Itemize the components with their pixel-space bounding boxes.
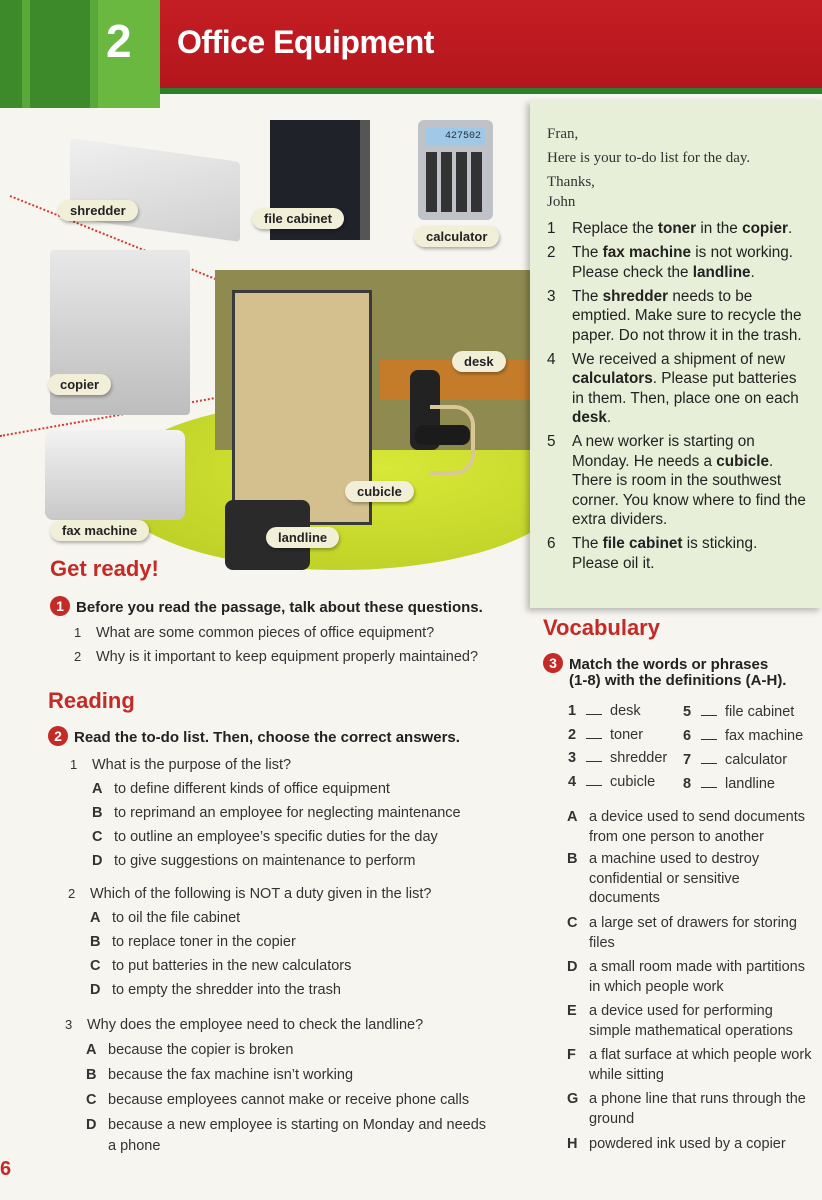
answer-option[interactable]: A to oil the file cabinet (90, 910, 241, 926)
get-ready-heading: Get ready! (50, 556, 159, 581)
definition: B a machine used to destroy confidential or sensitive documents (567, 851, 760, 906)
match-word[interactable]: 6 fax machine (683, 728, 804, 744)
todo-item-number: 5 (547, 433, 556, 450)
todo-item (547, 219, 806, 239)
label-landline: landline (266, 527, 339, 548)
match-word[interactable]: 2 toner (568, 727, 644, 743)
calculator-image (418, 120, 493, 220)
definition: H powdered ink used by a copier (567, 1136, 786, 1152)
vocabulary-instruction-line2: (1-8) with the definitions (A-H). (569, 672, 787, 689)
definition: C a large set of drawers for storing files (567, 915, 797, 951)
answer-option[interactable]: D to give suggestions on maintenance to perform (92, 853, 416, 869)
todo-text: . (606, 409, 612, 426)
definition: D a small room made with partitions in which people work (567, 959, 805, 995)
todo-keyword: landline (692, 263, 751, 281)
reading-instruction: 2 Read the to-do list. Then, choose the correct answers. (48, 726, 460, 746)
label-shredder: shredder (58, 200, 138, 221)
todo-item (547, 432, 806, 530)
match-word[interactable]: 7 calculator (683, 752, 788, 768)
match-word[interactable]: 5 file cabinet (683, 704, 795, 720)
label-fax-machine: fax machine (50, 520, 149, 541)
todo-item-number: 4 (547, 350, 556, 368)
answer-option[interactable]: C because employees cannot make or receive phone calls (86, 1092, 470, 1108)
get-ready-question: 2 Why is it important to keep equipment properly maintained? (74, 649, 479, 665)
todo-keyword: cubicle (716, 452, 769, 470)
answer-option[interactable]: D to empty the shredder into the trash (90, 982, 341, 998)
header-rule (160, 88, 822, 94)
todo-keyword: copier (742, 220, 788, 237)
label-copier: copier (48, 374, 111, 395)
match-word[interactable]: 3 shredder (568, 750, 668, 766)
label-cubicle: cubicle (345, 481, 414, 502)
todo-text: is not working. Please check the (572, 244, 794, 281)
label-desk: desk (452, 351, 506, 372)
vocabulary-heading: Vocabulary (543, 615, 660, 640)
todo-text: The (572, 244, 603, 261)
todo-text: The (572, 535, 603, 552)
note-intro: Here is your to-do list for the day. (547, 150, 751, 166)
reading-question: 3 Why does the employee need to check the landline? (65, 1017, 424, 1033)
note-signature: John (547, 194, 576, 210)
match-word[interactable]: 4 cubicle (568, 774, 656, 790)
todo-keyword: toner (657, 220, 697, 237)
todo-text: needs to be emptied. Make sure to recycle the paper. Do not throw it in the trash. (572, 287, 802, 344)
answer-option[interactable]: A to define different kinds of office equipment (92, 781, 390, 797)
todo-item (547, 243, 806, 282)
todo-text: Replace the (572, 220, 658, 237)
answer-option[interactable]: B to reprimand an employee for neglecting maintenance (92, 805, 461, 821)
note-closing: Thanks, (547, 174, 595, 190)
get-ready-instruction: 1 Before you read the passage, talk about these questions. (50, 596, 483, 616)
todo-item-number: 1 (547, 220, 556, 237)
todo-text: The (572, 287, 603, 305)
answer-option[interactable]: B to replace toner in the copier (90, 934, 296, 950)
todo-keyword: shredder (602, 287, 669, 305)
answer-option[interactable]: C to put batteries in the new calculators (90, 958, 352, 974)
todo-text: is sticking. Please oil it. (572, 535, 758, 572)
fax-machine-image (45, 430, 185, 520)
answer-option-continuation: a phone (108, 1138, 161, 1154)
unit-title: Office Equipment (177, 24, 434, 60)
answer-option[interactable]: D because a new employee is starting on Monday and needs (86, 1117, 487, 1133)
todo-item-number: 6 (547, 535, 556, 552)
exercise-badge: 2 (48, 726, 68, 746)
get-ready-question: 1 What are some common pieces of office equipment? (74, 625, 435, 641)
office-illustration (0, 100, 530, 570)
shredder-image (70, 138, 240, 242)
header-green-tabs (0, 0, 160, 108)
definition: E a device used for performing simple mathematical operations (567, 1003, 793, 1039)
match-word[interactable]: 8 landline (683, 776, 775, 792)
todo-list (547, 219, 806, 573)
todo-item-number: 3 (547, 287, 556, 305)
todo-text: . (750, 263, 755, 281)
todo-note (530, 100, 822, 608)
todo-item (547, 350, 806, 428)
definition: A a device used to send documents from one person to another (567, 809, 806, 845)
definition: G a phone line that runs through the ground (567, 1091, 806, 1127)
label-file-cabinet: file cabinet (252, 208, 344, 229)
todo-text: . Please put batteries in them. Then, place one on each (572, 370, 799, 407)
todo-keyword: calculators (572, 370, 653, 387)
exercise-badge: 1 (50, 596, 70, 616)
answer-option[interactable]: B because the fax machine isn’t working (86, 1067, 354, 1083)
todo-item (547, 287, 806, 346)
todo-text: . There is room in the southwest corner. You know where to find the extra dividers. (572, 452, 806, 528)
todo-keyword: fax machine (602, 244, 692, 261)
calculator-keypad (426, 152, 485, 212)
definition: F a flat surface at which people work while sitting (567, 1047, 812, 1083)
vocabulary-instruction: 3 Match the words or phrases (543, 653, 768, 673)
todo-keyword: desk (572, 409, 607, 426)
exercise-badge: 3 (543, 653, 563, 673)
answer-option[interactable]: C to outline an employee’s specific duties for the day (92, 829, 438, 845)
match-word[interactable]: 1 desk (568, 703, 641, 719)
todo-text: . (787, 220, 793, 237)
todo-text: in the (696, 220, 743, 237)
calculator-display: 427502 (426, 128, 485, 146)
reading-heading: Reading (48, 688, 135, 713)
note-greeting: Fran, (547, 126, 579, 142)
answer-option[interactable]: A because the copier is broken (86, 1042, 294, 1058)
chair-image (405, 370, 475, 480)
reading-question: 1 What is the purpose of the list? (70, 757, 292, 773)
todo-item-number: 2 (547, 244, 556, 261)
todo-keyword: file cabinet (602, 535, 683, 552)
todo-item (547, 534, 806, 573)
unit-number: 2 (106, 15, 132, 67)
todo-text: We received a shipment of new (572, 350, 786, 368)
reading-question: 2 Which of the following is NOT a duty given in the list? (68, 886, 432, 902)
label-calculator: calculator (414, 226, 499, 247)
todo-text: A new worker is starting on Monday. He needs a (572, 433, 755, 470)
page-number: 6 (0, 1158, 12, 1180)
